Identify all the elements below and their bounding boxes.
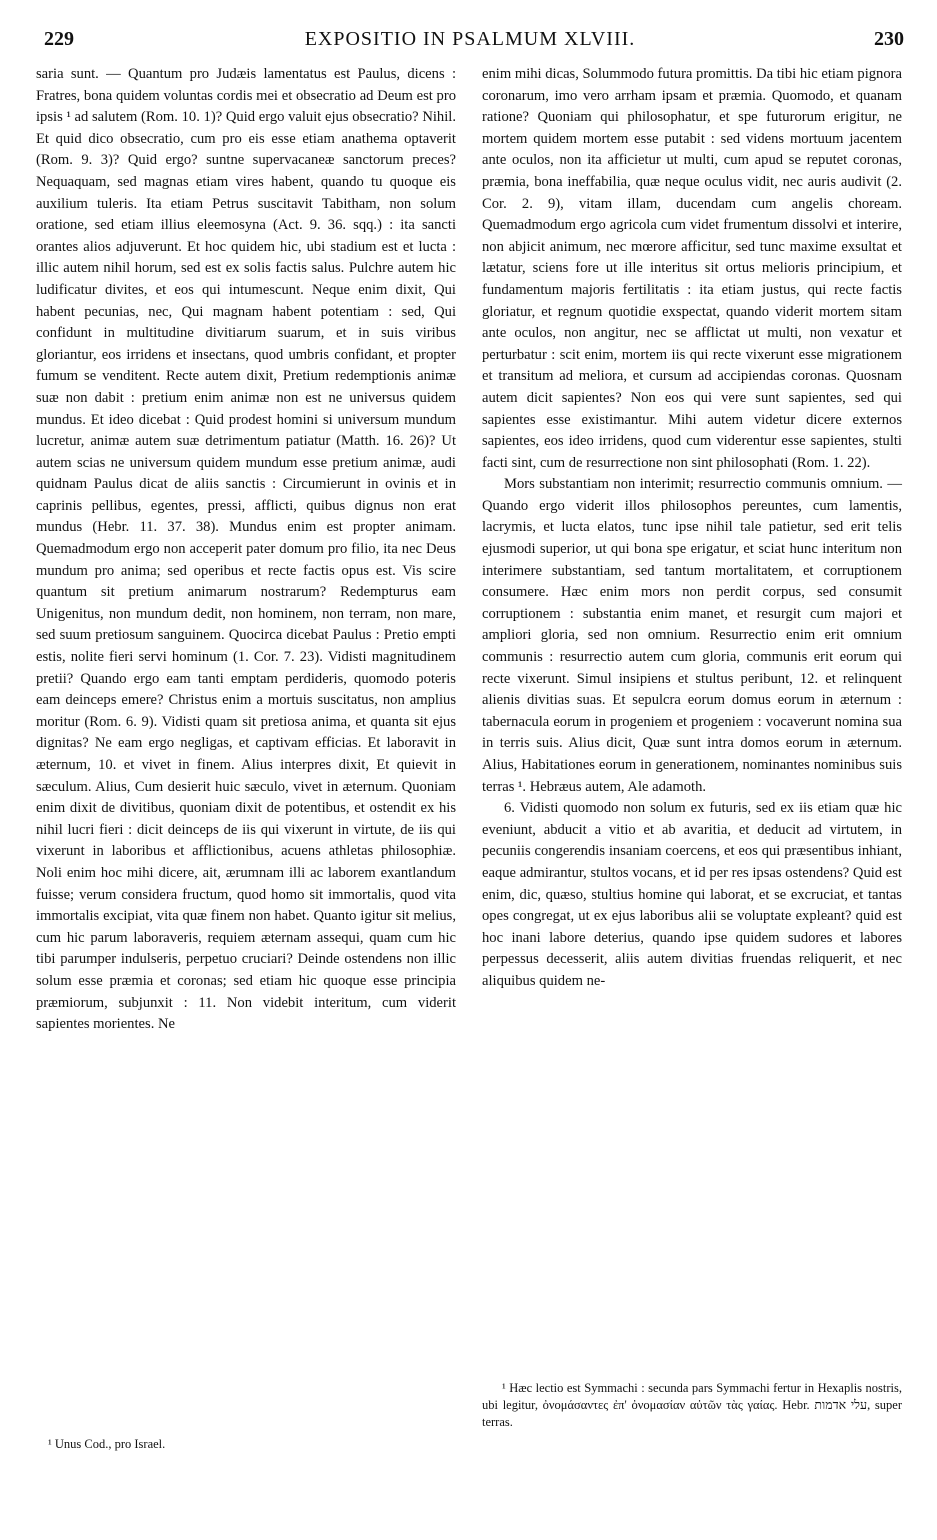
page-number-right: 230 xyxy=(874,28,904,50)
right-column-paragraph-2: Mors substantiam non interimit; resurrectio communis omnium. — Quando ergo viderit illos philosophos pereuntes, cum lamentis, lacrymis, et lucta elatos, tunc ipse nihil tale patietur, sed erit telis ejusmodi superior, ut qui bona spe erigatur, et sciat hunc interitum non interimere substantiam, sed tantum mortalitatem, et corruptionem consumere. Hæc enim mors non perdit corpus, sed consumit corruptionem : substantia enim manet, et resurgit cum majori et ampliori gloria, sed non omnium. Resurrectio enim erit omnium communis : resurrectio autem cum gloria, communis erit eorum qui recte vixerunt. Simul insipiens et stultus peribunt, 12. et relinquent alienis divitias suas. Et sepulcra eorum domus eorum in æternum : tabernacula eorum in progeniem et progeniem : vocaverunt nomina sua in terris suis. Alius dicit, Quæ sunt intra domos eorum in æternum. Alius, Habitationes eorum in generationem, nominantes nominibus suis terras ¹. Hebræus autem, Ale adamoth. xyxy=(482,476,902,795)
right-column-paragraph-1: enim mihi dicas, Solummodo futura promittis. Da tibi hic etiam pignora coronarum, imo vero arrham ipsam et præmia. Quomodo, et quanam ratione? Quoniam qui philosophatur, et spe futurorum erigitur, ne mortem quidem mortem esse putabit : sed videns mortuum jacentem ante oculos, non ita afficietur ut multi, cum apud se reputet coronas, præmia, bona ineffabilia, quæ neque oculus vidit, nec auris audivit (2. Cor. 2. 9), vitam illam, ducendam cum angelis choream. Quemadmodum ergo agricola cum videt frumentum dissolvi et interire, non abjicit animum, nec mœrore afficitur, sed tunc maxime exsultat et lætatur, sciens fore ut ille interitus sit ortus melioris principium, et fundamentum majoris fertilitatis : ita etiam justus, qui recte factis gloriatur, et regnum quotidie exspectat, quando viderit mortem sitam ante oculos, non angitur, nec se afflictat ut multi, non vexatur et perturbatur : scit enim, mortem iis qui recte vixerunt esse migrationem et transitum ad meliora, et cursum ad accipiendas coronas. Quosnam autem dicit sapientes? Non eos qui vere sunt sapientes, sed qui sapientes esse existimantur. Mihi autem videtur dicere externos sapientes, eos ideo irridens, quod cum viderentur esse sapientes, stulti facti sint, cum de resurrectione non sint philosophati (Rom. 1. 22). xyxy=(482,66,902,471)
running-header xyxy=(36,28,904,56)
running-title: EXPOSITIO IN PSALMUM XLVIII. xyxy=(304,28,636,50)
left-column-paragraph: saria sunt. — Quantum pro Judæis lamentatus est Paulus, dicens : Fratres, bona quidem voluntas cordis mei et obsecratio ad Deum est pro ipsis ¹ ad salutem (Rom. 10. 1)? Quid ergo valuit ejus obsecratio? Nihil. Et quid dico obsecratio, cum pro eis esse etiam anathema optaverit (Rom. 9. 3)? Quid ergo? suntne supervacaneæ sanctorum preces? Nequaquam, sed magnas etiam vires habent, quando tu quoque eis auxilium tuleris. Ita etiam Petrus suscitavit Tabitham, non solum oratione, sed etiam illius eleemosyna (Act. 9. 36. sqq.) : ita sancti orantes alios adjuverunt. Et hoc quidem hic, ubi stadium est et lucta : illic autem nihil horum, sed est ex solis factis salus. Pulchre autem hic ludificatur divites, et eos qui intumescunt. Neque enim dixit, Qui habent pecunias, nec, Qui magnam habent potentiam : sed, Qui confidunt in multitudine divitiarum suarum, et in suis viribus gloriantur, eos irridens et insectans, quod umbris confidant, et propter fumum se venditent. Recte autem dixit, Pretium redemptionis animæ suæ non dabit : pretium enim animæ non est ne universus quidem mundus. Et ideo dicebat : Quid prodest homini si universum mundum lucretur, animæ autem suæ detrimentum patiatur (Matth. 16. 26)? Ut autem scias ne universum quidem mundum esse pretium animæ, audi quidnam Paulus dicat de aliis sanctis : Circumierunt in ovinis et in caprinis pellibus, egentes, pressi, afflicti, quibus dignus non erat mundus (Hebr. 11. 37. 38). Mundus enim est propter animam. Quemadmodum ergo non acceperit pater domum pro filio, ita nec Deus mundum pro anima; sed operibus et recte factis opus est. Vis scire quantum sit pretium animarum nostrarum? Redempturus eam Unigenitus, non mundum dedit, non hominem, non terram, non mare, sed suum pretiosum sanguinem. Quocirca dicebat Paulus : Pretio empti estis, nolite fieri servi hominum (1. Cor. 7. 23). Vidisti magnitudinem pretii? Quando ergo eam tanti emptam perdideris, quomodo poteris eam deinceps emere? Christus enim a mortuis suscitatus, non amplius moritur (Rom. 6. 9). Vidisti quam sit pretiosa anima, et quanta sit ejus dignitas? Ne eam ergo negligas, et captivam efficias. Et laboravit in æternum, 10. et vivet in finem. Alius interpres dixit, Et quievit in sæculum. Alius, Cum desierit huic sæculo, vivet in æternum. Quoniam enim dixit de divitibus, quoniam dixit de potentibus, et ostendit ex his nihil lucri fieri : dicit deinceps de iis qui vixerunt in virtute, de iis qui vixerunt in laboribus et afflictionibus, acuens athletas philosophiæ. Noli enim hoc mihi dicere, ait, ærumnam illi ac laborem exantlandum fuisse; verum considera fructum, quod homo sit immortalis, quod vita immortalis excipiat, vita quæ finem non habet. Quanto igitur sit melius, cum hic parum laboraveris, requiem æternam assequi, quam cum hic tibi parumper indulseris, perpetuo cruciari? Deinde ostendens non illic solum esse præmia et coronas; sed etiam hic quoque esse principia præmiorum, subjunxit : 11. Non videbit interitum, cum viderit sapientes morientes. Ne xyxy=(36,66,456,1033)
page-number-left: 229 xyxy=(44,28,74,50)
left-column xyxy=(36,64,456,1036)
footnote-left: ¹ Unus Cod., pro Israel. xyxy=(48,1437,166,1451)
right-column xyxy=(482,64,902,993)
footnote-right: ¹ Hæc lectio est Symmachi : secunda pars Symmachi fertur in Hexaplis nostris, ubi legitur, ὀνομάσαντες ἐπ' ὀνομασίαν αὐτῶν τὰς γαίας. Hebr. עלי אדמות, super terras. xyxy=(482,1381,902,1429)
right-column-paragraph-3: 6. Vidisti quomodo non solum ex futuris, sed ex iis etiam quæ hic eveniunt, abducit a vitio et ab avaritia, et deducit ad virtutem, in pecuniis congerendis insaniam coercens, et eos qui præsentibus inhiant, eaque admirantur, stultos vocans, et id per res ipsas ostendens? Quid est enim, dic, quæso, stultius homine qui laborat, et se excruciat, et tantas opes congregat, ut ex ejus laboribus alii se voluptate expleant? quid est hoc inani labore deterius, quando ipse quidem sudores et labores perpessus decesserit, aliis autem divitias fruendas reliquerit, et nec aliquibus quidem ne- xyxy=(482,800,902,989)
